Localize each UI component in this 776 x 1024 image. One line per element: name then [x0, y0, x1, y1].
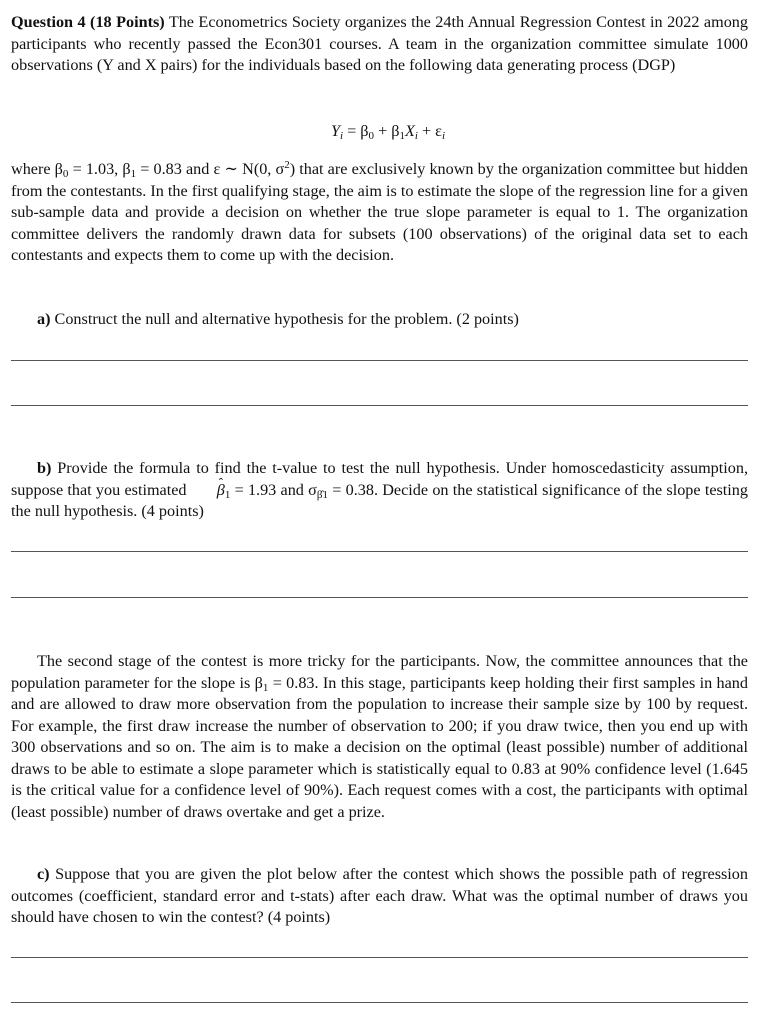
- part-a-label: a): [37, 310, 51, 328]
- answer-line: [11, 1002, 748, 1003]
- answer-line: [11, 957, 748, 958]
- parameters-paragraph: where $\beta_0 = 1.03$, $\beta_1 = 0.83$ and ε ∼ N(0, $\sigma^2$) that are exclusively known by the organization committee but hidden from the contestants. In the first qualifying stage, the aim is to estimate the slope of the regression line for a given sub-sample data and provide a decision on whether the true slope parameter is equal to 1. The organization committee delivers the randomly drawn data for subsets (100 observations) of the original data set to each contestants and expects them to come up with the decision.: [11, 159, 748, 264]
- question-heading: Question 4 (18 Points): [11, 13, 165, 31]
- stage-two-paragraph: The second stage of the contest is more tricky for the participants. Now, the committee announces that the population parameter for the slope is $\beta_1 = 0.83$. In this stage, participants keep holding their first samples in hand and are allowed to draw more observation from the population to increase their sample size by 100 by request. For example, the first draw increase the number of observation to 200; if you draw twice, then you end up with 300 observations and so on. The aim is to make a decision on the optimal (least possible) number of additional draws to be able to estimate a slope parameter which is statistically equal to 0.83 at 90% confidence level (1.645 is the critical value for a confidence level of 90%). Each request comes with a cost, the participants with optimal (least possible) number of draws overtake and get a prize.: [11, 652, 748, 821]
- answer-line: [11, 597, 748, 598]
- answer-line: [11, 551, 748, 552]
- part-a-question: a) Construct the null and alternative hypothesis for the problem. (2 points): [37, 310, 519, 328]
- answer-line: [11, 405, 748, 406]
- question-intro: Question 4 (18 Points) The Econometrics Society organizes the 24th Annual Regression Contest in 2022 among participants who recently passed the Econ301 courses. A team in the organization committee simulate 1000 observations (Y and X pairs) for the individuals based on the following data generating process (DGP): [11, 13, 748, 74]
- part-c-question: c) Suppose that you are given the plot below after the contest which shows the possible path of regression outcomes (coefficient, standard error and t-stats) after each draw. What was the optimal number of draws you should have chosen to win the contest? (4 points): [11, 865, 748, 926]
- part-b-question: b) Provide the formula to find the t-value to test the null hypothesis. Under homoscedasticity assumption, suppose that you estimated ˆ $\beta_1 = 1.93$ and $\sigma_{\betâ1} = 0.38$. Decide on the statistical significance of the slope testing the null hypothesis. (4 points): [11, 458, 748, 523]
- part-c-label: c): [37, 865, 50, 883]
- part-b-label: b): [37, 459, 52, 477]
- answer-line: [11, 360, 748, 361]
- dgp-equation: $Y_i = \beta_0 + \beta_1X_i + \varepsilon_i$: [330, 122, 446, 142]
